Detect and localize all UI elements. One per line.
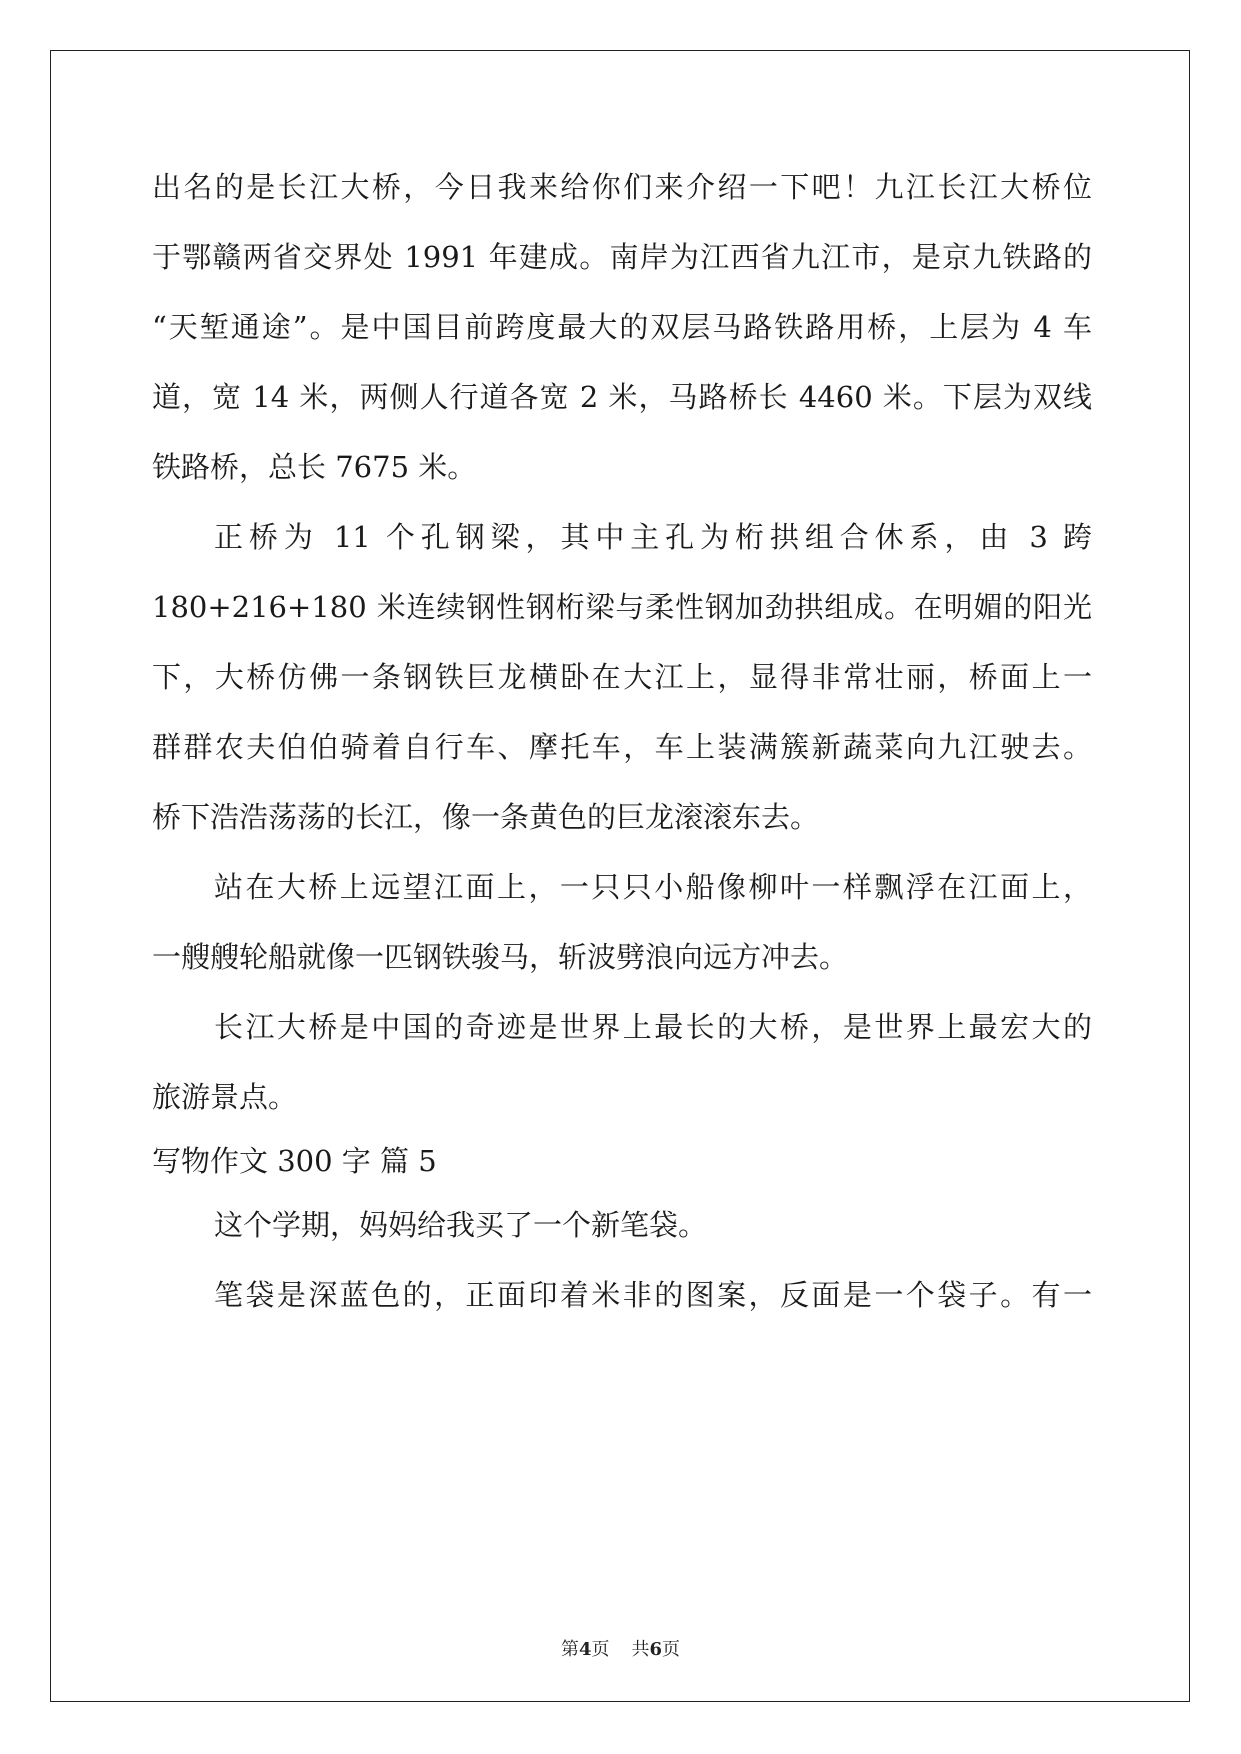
current-page-number: 4: [578, 1639, 592, 1660]
text-line: 站在大桥上远望江面上，一只只小船像柳叶一样飘浮在江面上，: [214, 870, 1092, 904]
text-line: 一艘艘轮船就像一匹钢铁骏马，斩波劈浪向远方冲去。: [152, 940, 849, 974]
text-line: 180+216+180 米连续钢性钢桁梁与柔性钢加劲拱组成。在明媚的阳光: [152, 590, 1092, 624]
text-line: 出名的是长江大桥，今日我来给你们来介绍一下吧！九江长江大桥位: [152, 170, 1092, 204]
text-line: 笔袋是深蓝色的，正面印着米非的图案，反面是一个袋子。有一: [214, 1278, 1092, 1312]
text-line: 正桥为 11 个孔钢梁，其中主孔为桁拱组合休系，由 3 跨: [214, 520, 1092, 554]
total-prefix: 共: [631, 1639, 650, 1660]
document-body: [152, 160, 1092, 1322]
page-unit: 页: [591, 1639, 610, 1660]
section-heading: 写物作文 300 字 篇 5: [152, 1144, 437, 1178]
text-line: 旅游景点。: [152, 1080, 298, 1114]
text-line: 桥下浩浩荡荡的长江，像一条黄色的巨龙滚滚东去。: [152, 800, 820, 834]
text-line: 于鄂赣两省交界处 1991 年建成。南岸为江西省九江市，是京九铁路的: [152, 240, 1092, 274]
text-line: “天堑通途”。是中国目前跨度最大的双层马路铁路用桥，上层为 4 车: [152, 310, 1092, 344]
text-line: 铁路桥，总长 7675 米。: [152, 450, 477, 484]
text-line: 下，大桥仿佛一条钢铁巨龙横卧在大江上，显得非常壮丽，桥面上一: [152, 660, 1092, 694]
text-line: 道，宽 14 米，两侧人行道各宽 2 米，马路桥长 4460 米。下层为双线: [152, 380, 1092, 414]
text-line: 长江大桥是中国的奇迹是世界上最长的大桥，是世界上最宏大的: [214, 1010, 1092, 1044]
text-line: 这个学期，妈妈给我买了一个新笔袋。: [214, 1208, 708, 1242]
total-unit: 页: [662, 1639, 681, 1660]
page-footer: [0, 1638, 1241, 1662]
page-prefix: 第: [560, 1639, 579, 1660]
total-page-number: 6: [649, 1639, 663, 1660]
text-line: 群群农夫伯伯骑着自行车、摩托车，车上装满簇新蔬菜向九江驶去。: [152, 730, 1092, 764]
